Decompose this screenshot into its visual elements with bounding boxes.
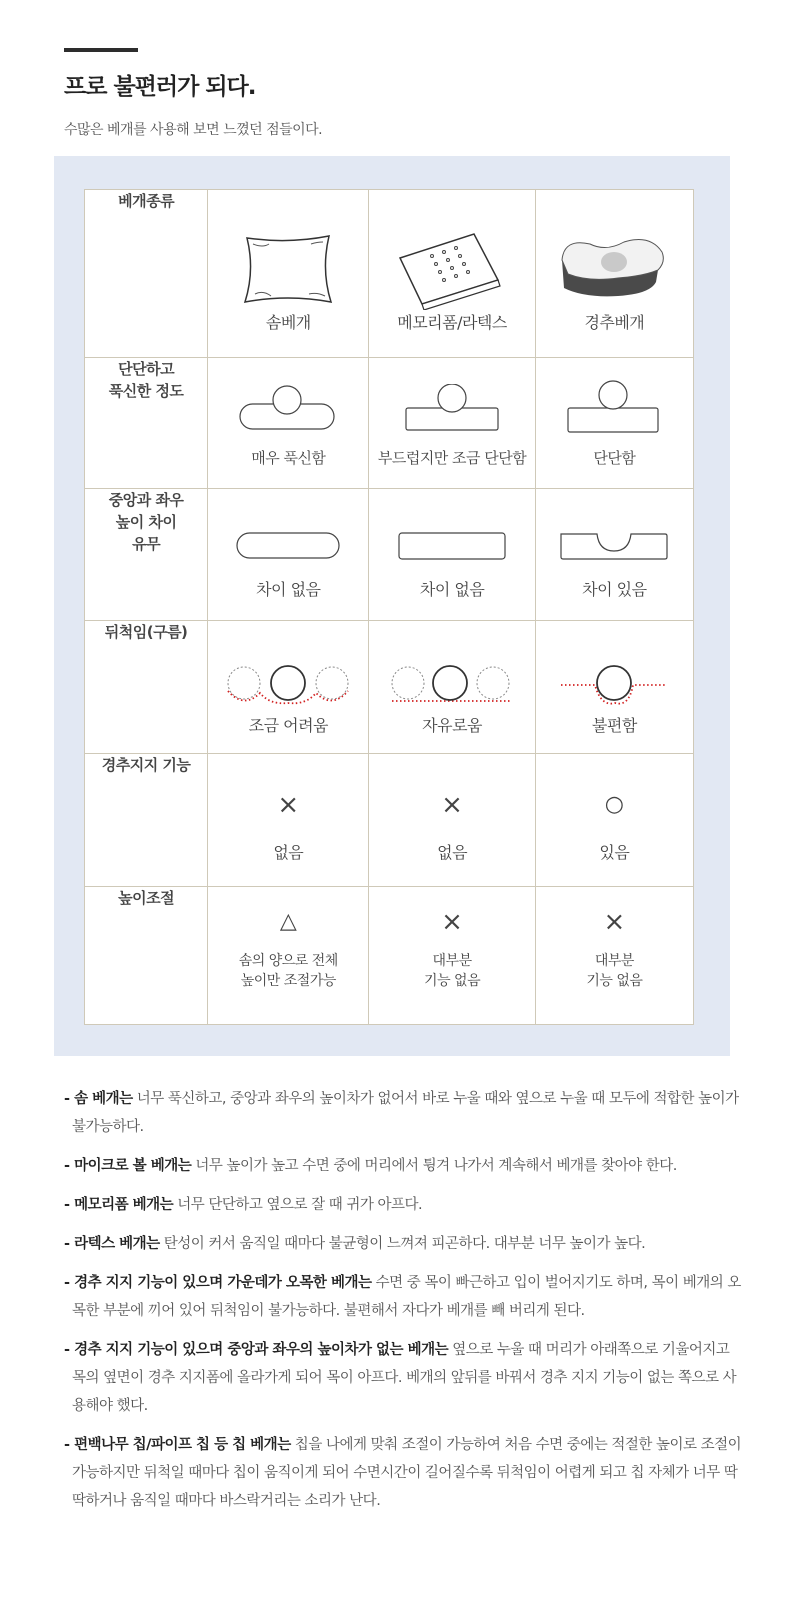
firmness-label: 단단함	[593, 449, 636, 467]
type-label: 경추베개	[584, 313, 645, 332]
cell-adjust-cotton	[208, 887, 369, 1025]
table-row-type	[85, 190, 694, 358]
firm-pillow-head-icon	[564, 380, 664, 436]
note-item	[64, 1191, 744, 1219]
title-accent-bar	[64, 48, 138, 52]
height-diff-label: 차이 없음	[256, 580, 321, 599]
rolling-label: 불편함	[591, 716, 637, 735]
cell-adjust-cervical	[535, 887, 693, 1025]
cell-support-memory	[369, 754, 535, 887]
circle-mark-icon: ○	[604, 792, 624, 817]
table-row-rolling	[85, 621, 694, 754]
cell-rolling-cotton	[208, 621, 369, 754]
height-diff-label: 차이 있음	[582, 580, 647, 599]
cell-cotton-pillow	[208, 190, 369, 358]
cell-diff-memory	[369, 489, 535, 621]
note-heading: - 메모리폼 베개는	[64, 1197, 174, 1213]
adjust-label: 대부분 기능 없음	[586, 953, 643, 989]
table-row-cervical-support	[85, 754, 694, 887]
cell-firmness-cotton	[208, 358, 369, 489]
adjust-label: 솜의 양으로 전체 높이만 조절가능	[238, 953, 338, 989]
cell-cervical-pillow	[535, 190, 693, 358]
note-text: 칩을 나에게 맞춰 조절이 가능하여 처음 수면 중에는 적절한 높이로 조절이 가능하지만 뒤척일 때마다 칩이 움직이게 되어 수면시간이 길어질수록 뒤척임이 어렵게 되고 칩 자체가 너무 딱딱하거나 움직일 때마다 바스락거리는 소리가 난다.	[72, 1437, 742, 1509]
cell-rolling-cervical	[535, 621, 693, 754]
table-row-firmness	[85, 358, 694, 489]
x-mark-icon: ×	[441, 907, 463, 937]
firmness-label: 매우 푹신함	[251, 449, 326, 467]
note-item	[64, 1230, 744, 1258]
support-label: 없음	[437, 843, 468, 862]
cell-firmness-cervical	[535, 358, 693, 489]
cell-firmness-memory	[369, 358, 535, 489]
note-text: 옆으로 누울 때 머리가 아래쪽으로 기울어지고 목의 옆면이 경추 지지폼에 올라가게 되어 목이 아프다. 베개의 앞뒤를 바꿔서 경추 지지 기능이 없는 쪽으로 사용해야 했다.	[72, 1342, 737, 1414]
rolling-uncomfortable-icon	[559, 663, 669, 707]
cell-support-cotton	[208, 754, 369, 887]
cotton-pillow-icon	[233, 230, 343, 310]
page-subtitle: 수많은 베개를 사용해 보면 느꼈던 점들이다.	[64, 122, 323, 138]
note-text: 너무 푹신하고, 중앙과 좌우의 높이차가 없어서 바로 누울 때와 옆으로 누울 때 모두에 적합한 높이가 불가능하다.	[72, 1091, 739, 1135]
notes-list	[64, 1085, 744, 1526]
row-header: 중앙과 좌우 높이 차이 유무	[85, 489, 208, 621]
note-heading: - 편백나무 칩/파이프 칩 등 칩 베개는	[64, 1437, 291, 1453]
cell-support-cervical	[535, 754, 693, 887]
note-item	[64, 1269, 744, 1325]
note-heading: - 솜 베개는	[64, 1091, 133, 1107]
note-item	[64, 1336, 744, 1420]
note-heading: - 경추 지지 기능이 있으며 가운데가 오목한 베개는	[64, 1275, 372, 1291]
page-title: 프로 불편러가 되다.	[64, 74, 256, 100]
note-text: 너무 단단하고 옆으로 잘 때 귀가 아프다.	[173, 1197, 423, 1213]
row-header: 높이조절	[85, 887, 208, 1025]
table-row-height-adjust	[85, 887, 694, 1025]
note-text: 탄성이 커서 움직일 때마다 불균형이 느껴져 피곤하다. 대부분 너무 높이가 높다.	[159, 1236, 646, 1252]
rolling-free-icon	[390, 663, 514, 707]
note-heading: - 경추 지지 기능이 있으며 중앙과 좌우의 높이차가 없는 베개는	[64, 1342, 449, 1358]
x-mark-icon: ×	[277, 790, 300, 820]
row-header: 경추지지 기능	[85, 754, 208, 887]
cell-diff-cotton	[208, 489, 369, 621]
cell-diff-cervical	[535, 489, 693, 621]
height-diff-label: 차이 없음	[419, 580, 485, 599]
rolling-label: 조금 어려움	[248, 716, 328, 735]
note-item	[64, 1152, 744, 1180]
pillow-comparison-table	[84, 189, 694, 1025]
note-item	[64, 1431, 744, 1515]
rolling-difficult-icon	[226, 663, 350, 707]
type-label: 솜베개	[265, 313, 311, 332]
row-header: 단단하고 푹신한 정도	[85, 358, 208, 489]
row-header: 베개종류	[85, 190, 208, 358]
note-heading: - 라텍스 베개는	[64, 1236, 160, 1252]
cell-rolling-memory	[369, 621, 535, 754]
note-text: 너무 높이가 높고 수면 중에 머리에서 튕겨 나가서 계속해서 베개를 찾아야 한다.	[191, 1158, 677, 1174]
flat-rounded-pillow-icon	[235, 531, 341, 561]
soft-pillow-head-icon	[238, 384, 338, 434]
firmness-label: 부드럽지만 조금 단단함	[377, 449, 527, 467]
cell-memory-foam	[369, 190, 535, 358]
note-item	[64, 1085, 744, 1141]
flat-rectangle-pillow-icon	[397, 531, 507, 561]
notched-pillow-icon	[559, 529, 669, 561]
table-row-height-diff	[85, 489, 694, 621]
cell-adjust-memory	[369, 887, 535, 1025]
note-heading: - 마이크로 볼 베개는	[64, 1158, 192, 1174]
support-label: 있음	[599, 843, 630, 862]
note-text: 수면 중 목이 빠근하고 입이 벌어지기도 하며, 목이 베개의 오목한 부분에 끼어 있어 뒤척임이 불가능하다. 불편해서 자다가 베개를 빼 버리게 된다.	[72, 1275, 741, 1319]
x-mark-icon: ×	[441, 790, 463, 820]
cervical-pillow-icon	[554, 230, 674, 310]
support-label: 없음	[273, 843, 304, 862]
rolling-label: 자유로움	[422, 716, 482, 735]
adjust-label: 대부분 기능 없음	[424, 953, 481, 989]
medium-pillow-head-icon	[402, 384, 502, 434]
x-mark-icon: ×	[603, 907, 626, 937]
memory-foam-pillow-icon	[392, 230, 512, 310]
triangle-mark-icon: △	[279, 909, 297, 934]
row-header: 뒤척임(구름)	[85, 621, 208, 754]
type-label: 메모리폼/라텍스	[397, 313, 507, 332]
